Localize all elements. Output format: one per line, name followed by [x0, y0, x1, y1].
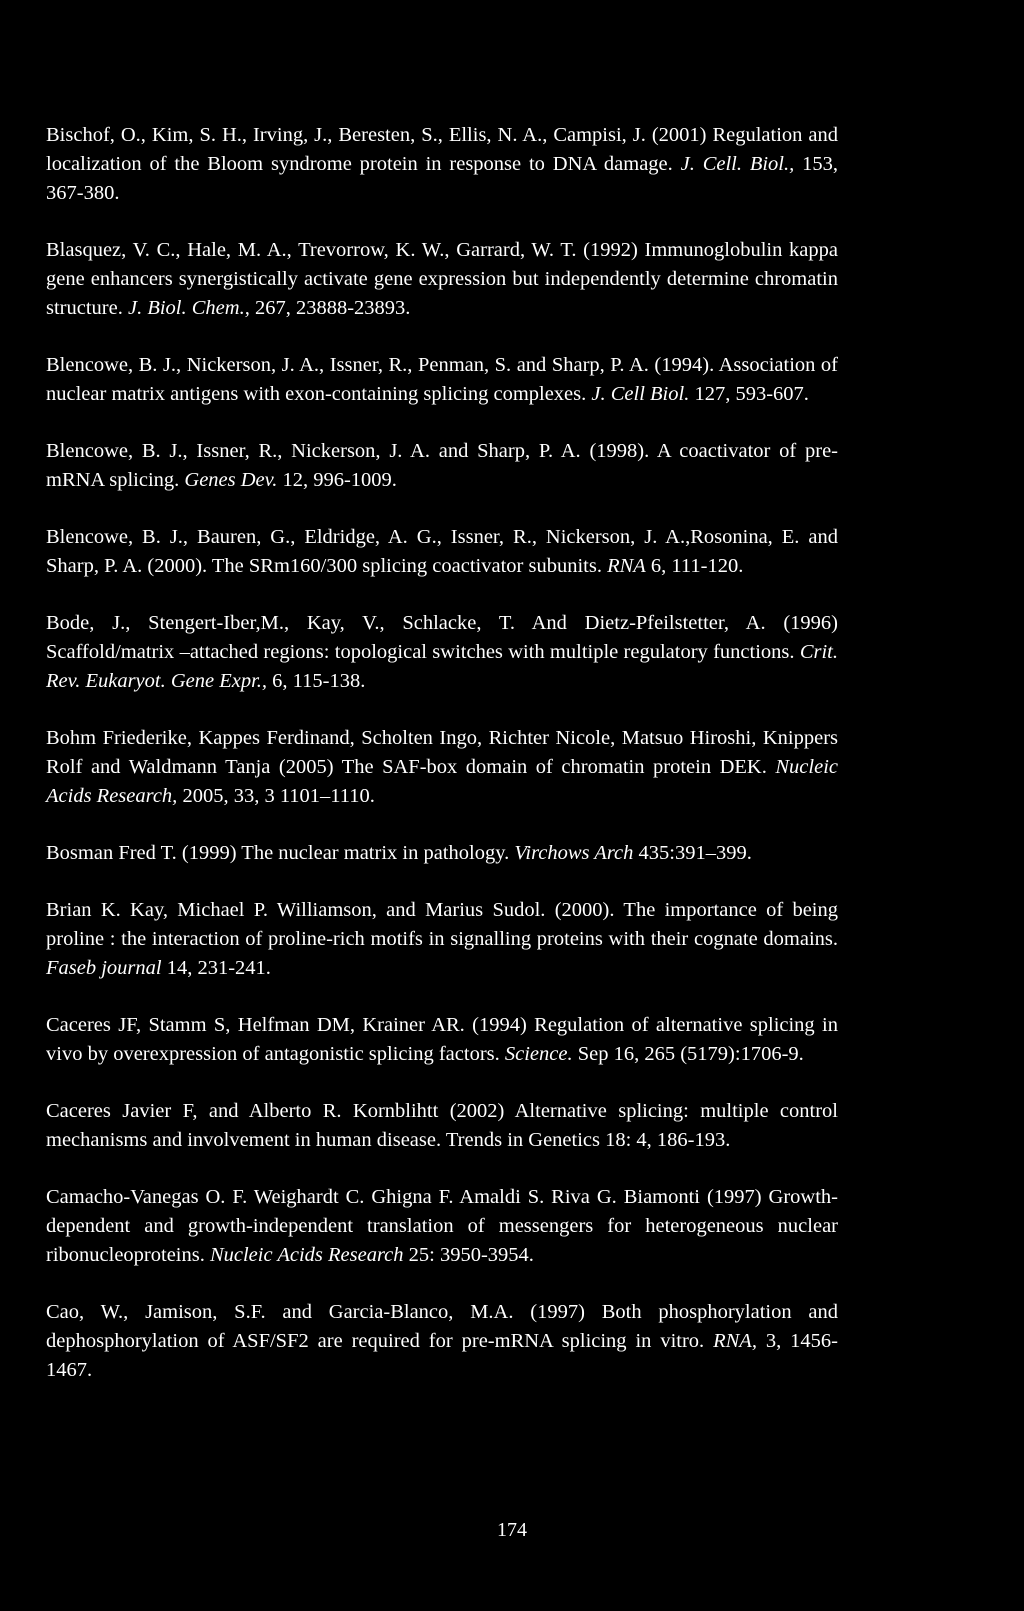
reference-citation: Sep 16, 265 (5179):1706-9. — [572, 1043, 804, 1065]
reference-entry — [46, 351, 838, 409]
reference-text: Bischof, O., Kim, S. H., Irving, J., Beresten, S., Ellis, N. A., Campisi, J. (2001) Regulation and localization of the Bloom syndrome protein in response to DNA damage. — [46, 124, 838, 175]
reference-entry — [46, 1097, 838, 1155]
reference-entry — [46, 839, 838, 868]
reference-text: Caceres Javier F, and Alberto R. Kornblihtt (2002) Alternative splicing: multiple control mechanisms and involvement in human disease. Trends in Genetics 18: 4, 186-193. — [46, 1100, 838, 1151]
reference-text: Blencowe, B. J., Issner, R., Nickerson, J. A. and Sharp, P. A. (1998). A coactivator of pre-mRNA splicing. — [46, 440, 838, 491]
reference-text: Cao, W., Jamison, S.F. and Garcia-Blanco, M.A. (1997) Both phosphorylation and dephosphorylation of ASF/SF2 are required for pre-mRNA splicing in vitro. — [46, 1301, 838, 1352]
reference-text: Blencowe, B. J., Nickerson, J. A., Issner, R., Penman, S. and Sharp, P. A. (1994). Association of nuclear matrix antigens with exon-containing splicing complexes. — [46, 354, 838, 405]
journal-name: Crit. Rev. Eukaryot. Gene Expr., — [46, 641, 838, 692]
reference-entry — [46, 437, 838, 495]
reference-entry — [46, 523, 838, 581]
reference-entry — [46, 896, 838, 983]
reference-entry — [46, 724, 838, 811]
journal-name: Genes Dev. — [184, 469, 278, 491]
reference-text: Blasquez, V. C., Hale, M. A., Trevorrow, K. W., Garrard, W. T. (1992) Immunoglobulin kappa gene enhancers synergistically activate gene expression but independently determine chromatin structure. — [46, 239, 838, 319]
reference-citation: 6, 111-120. — [645, 555, 744, 577]
reference-text: Brian K. Kay, Michael P. Williamson, and Marius Sudol. (2000). The importance of being proline : the interaction of proline-rich motifs in signalling proteins with their cognate domains. — [46, 899, 838, 950]
reference-text: Bosman Fred T. (1999) The nuclear matrix in pathology. — [46, 842, 515, 864]
reference-citation: 3, 1456-1467. — [46, 1330, 838, 1381]
journal-name: Nucleic Acids Research — [209, 1244, 404, 1266]
reference-entry — [46, 609, 838, 696]
journal-name: Science. — [504, 1043, 573, 1065]
reference-entry — [46, 121, 838, 208]
reference-entry — [46, 1298, 838, 1385]
reference-text: Camacho-Vanegas O. F. Weighardt C. Ghigna F. Amaldi S. Riva G. Biamonti (1997) Growth-dependent and growth-independent translation of messengers for heterogeneous nuclear ribonucleoproteins. — [46, 1186, 838, 1266]
reference-list — [46, 121, 838, 1413]
journal-name: J. Cell. Biol., — [680, 153, 795, 175]
reference-citation: 12, 996-1009. — [277, 469, 397, 491]
reference-text: Bohm Friederike, Kappes Ferdinand, Scholten Ingo, Richter Nicole, Matsuo Hiroshi, Knippers Rolf and Waldmann Tanja (2005) The SAF-box domain of chromatin protein DEK. — [46, 727, 838, 778]
journal-name: Virchows Arch — [514, 842, 634, 864]
journal-name: Nucleic Acids Research, — [46, 756, 838, 807]
reference-citation: 153, 367-380. — [46, 153, 838, 204]
reference-citation: 435:391–399. — [633, 842, 752, 864]
reference-citation: 25: 3950-3954. — [403, 1244, 534, 1266]
reference-citation: 2005, 33, 3 1101–1110. — [177, 785, 375, 807]
page-number: 174 — [497, 1519, 527, 1541]
journal-name: RNA — [607, 555, 646, 577]
reference-citation: 14, 231-241. — [161, 957, 271, 979]
reference-entry — [46, 236, 838, 323]
reference-text: Bode, J., Stengert-Iber,M., Kay, V., Schlacke, T. And Dietz-Pfeilstetter, A. (1996) Scaffold/matrix –attached regions: topological switches with multiple regulatory functions. — [46, 612, 838, 663]
reference-citation: 267, 23888-23893. — [249, 297, 411, 319]
reference-citation: 127, 593-607. — [689, 383, 809, 405]
reference-text: Blencowe, B. J., Bauren, G., Eldridge, A. G., Issner, R., Nickerson, J. A.,Rosonina, E. and Sharp, P. A. (2000). The SRm160/300 splicing coactivator subunits. — [46, 526, 838, 577]
journal-name: J. Biol. Chem., — [127, 297, 250, 319]
reference-entry — [46, 1011, 838, 1069]
journal-name: J. Cell Biol. — [591, 383, 690, 405]
journal-name: Faseb journal — [46, 957, 162, 979]
reference-entry — [46, 1183, 838, 1270]
journal-name: RNA, — [713, 1330, 757, 1352]
reference-citation: 6, 115-138. — [267, 670, 366, 692]
reference-text: Caceres JF, Stamm S, Helfman DM, Krainer AR. (1994) Regulation of alternative splicing in vivo by overexpression of antagonistic splicing factors. — [46, 1014, 838, 1065]
